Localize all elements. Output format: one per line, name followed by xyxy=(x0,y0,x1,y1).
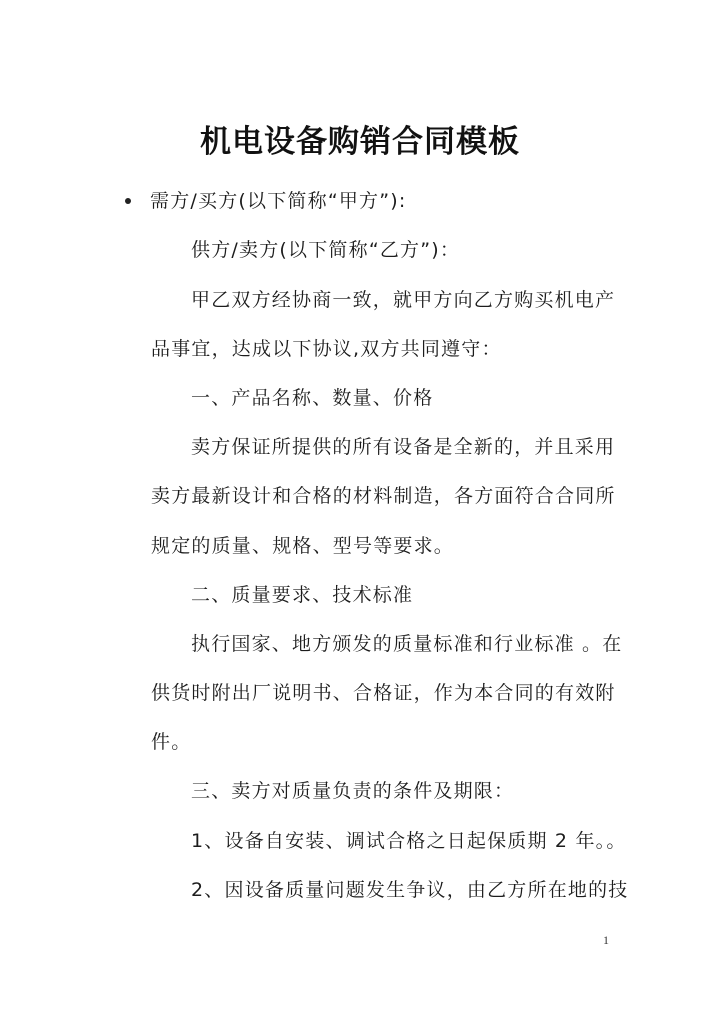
seller-line: 供方/卖方(以下简称“乙方”)： xyxy=(191,239,461,261)
paragraph-1-line-3: 规定的质量、规格、型号等要求。 xyxy=(151,535,455,557)
paragraph-2-line-1: 执行国家、地方颁发的质量标准和行业标准 。在 xyxy=(191,633,623,655)
paragraph-intro-line-2: 品事宜，达成以下协议,双方共同遵守： xyxy=(151,338,502,360)
section-heading-2: 二、质量要求、技术标准 xyxy=(191,584,414,606)
paragraph-2-line-3: 件。 xyxy=(151,731,192,753)
document-title: 机电设备购销合同模板 xyxy=(200,124,520,160)
clause-1: 1、设备自安装、调试合格之日起保质期 2 年。。 xyxy=(191,830,627,852)
section-heading-3: 三、卖方对质量负责的条件及期限： xyxy=(191,780,515,802)
bullet-icon xyxy=(125,198,131,204)
page-number: 1 xyxy=(603,933,609,947)
buyer-line: 需方/买方(以下简称“甲方”): xyxy=(150,190,407,212)
section-heading-1: 一、产品名称、数量、价格 xyxy=(191,387,434,409)
clause-2: 2、因设备质量问题发生争议，由乙方所在地的技 xyxy=(191,879,629,901)
paragraph-intro-line-1: 甲乙双方经协商一致，就甲方向乙方购买机电产 xyxy=(191,289,616,311)
paragraph-2-line-2: 供货时附出厂说明书、合格证，作为本合同的有效附 xyxy=(151,682,616,704)
paragraph-1-line-1: 卖方保证所提供的所有设备是全新的，并且采用 xyxy=(191,436,616,458)
paragraph-1-line-2: 卖方最新设计和合格的材料制造，各方面符合合同所 xyxy=(151,485,616,507)
